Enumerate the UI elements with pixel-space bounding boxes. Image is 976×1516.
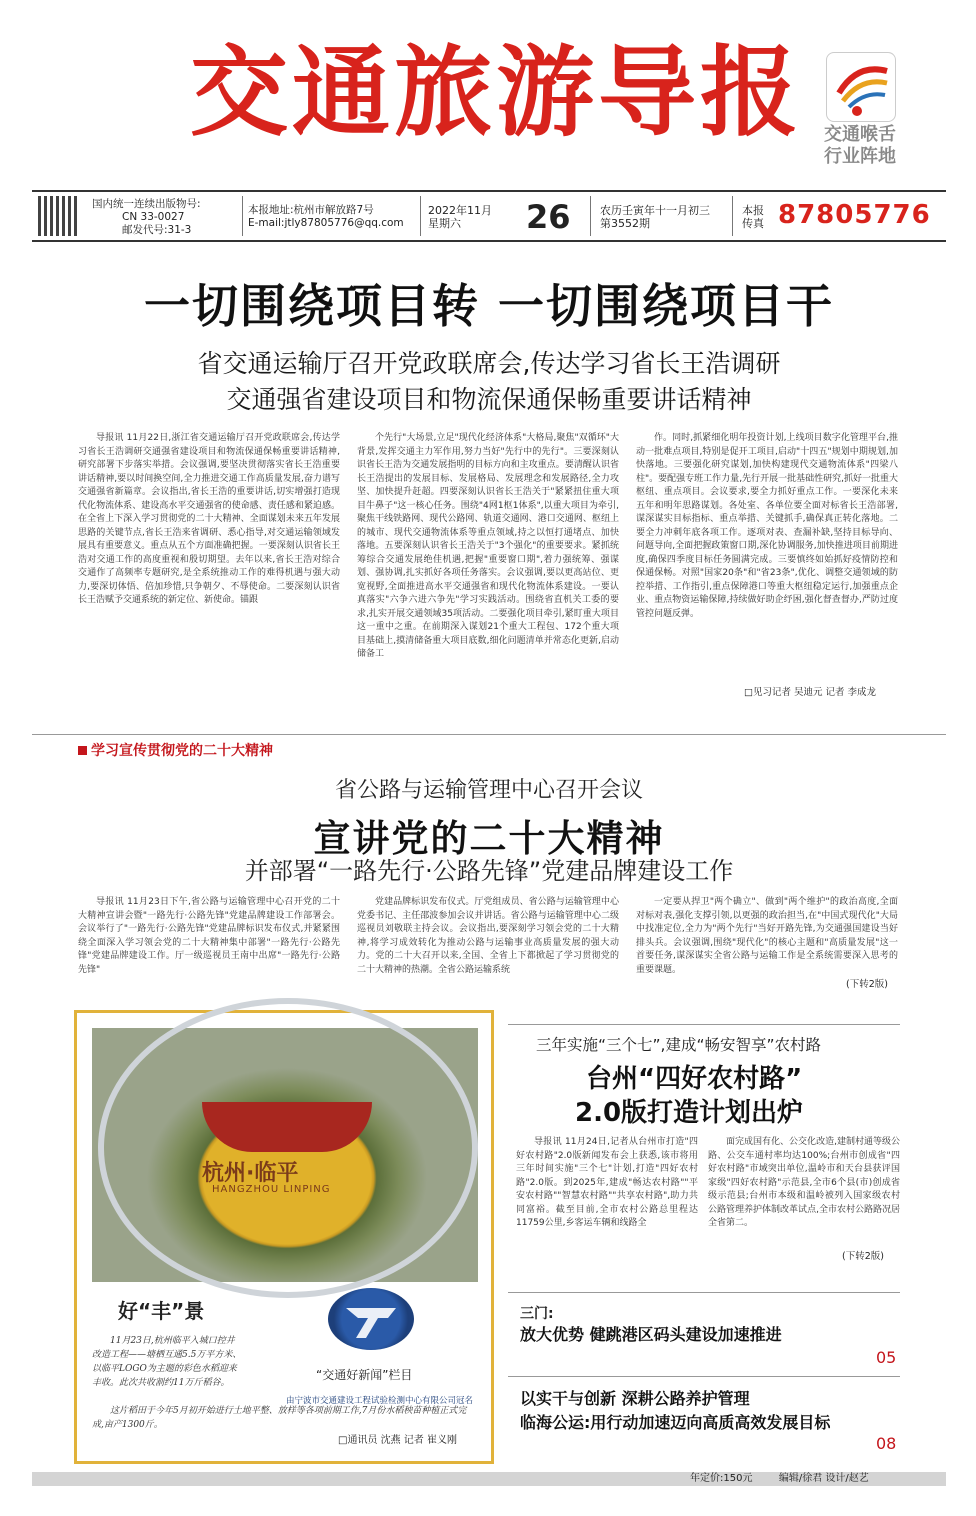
- teaser-2-headline-1[interactable]: 以实干与创新 深耕公路养护管理: [520, 1389, 750, 1408]
- cn-line-3: 邮发代号:31-3: [122, 224, 192, 236]
- column-name: “交通好新闻”栏目: [316, 1368, 413, 1382]
- photo-byline: □通讯员 沈燕 记者 崔义刚: [338, 1435, 457, 1446]
- section-subhead: 并部署“一路先行·公路先锋”党建品牌建设工作: [244, 857, 734, 885]
- photo-title: 好“丰”景: [118, 1299, 205, 1323]
- fax-number: 87805776: [778, 200, 931, 230]
- teaser-divider: [508, 1376, 900, 1377]
- photo-caption-2: 这片稻田于今年5月初开始进行土地平整、放样等各项前期工作,7月份水稻秧苗种植正式完成,亩产1300斤。: [92, 1406, 467, 1430]
- section-text-3: 一定要从捍卫"两个确立"、做到"两个维护"的政治高度,全面对标对表,强化支撑引领,以更强的政治担当,在"中国式现代化"大局中找准定位,全力为"两个先行"当好开路先锋,为交通强国建设当好排头兵。会议强调,围绕"现代化"的核心主题和"高质量发展"这一首要任务,谋深谋实全省公路与运输工作是全系统需要深入思考的重要课题。: [636, 897, 898, 975]
- cn-line-2: CN 33-0027: [122, 211, 185, 223]
- masthead-slogan: [800, 124, 920, 168]
- section-kicker: 省公路与运输管理中心召开会议: [334, 778, 643, 803]
- rice-field-logo: [202, 1102, 372, 1152]
- emblem-logo-icon: [328, 1288, 414, 1350]
- annual-price: 年定价:150元: [690, 1473, 753, 1484]
- slogan-line-1: 交通喉舌: [824, 124, 896, 145]
- lunar-date: 农历壬寅年十一月初三: [600, 204, 710, 217]
- address: 本报地址:杭州市解放路7号: [248, 204, 374, 216]
- weekday: 星期六: [428, 217, 461, 230]
- newspaper-logo-icon: [826, 52, 896, 122]
- column-sponsor: 由宁波市交通建设工程试验检测中心有限公司冠名: [286, 1396, 474, 1406]
- lead-byline: □见习记者 吴迪元 记者 李成龙: [744, 687, 877, 698]
- right-text-1: 导报讯 11月24日,记者从台州市打造"四好农村路"2.0版新闻发布会上获悉,该市将用三年时间实施"三个七"计划,打造"四好农村路"2.0版。到2025年,建成"畅达农村路""平安农村路""智慧农村路""共享农村路",助力共同富裕。截至目前,全市农村公路总里程达11759公里,乡客运车辆和线路全: [516, 1137, 698, 1228]
- editors: 编辑/徐君 设计/赵艺: [778, 1473, 869, 1484]
- lead-subhead-2: 交通强省建设项目和物流保通保畅重要讲话精神: [226, 385, 752, 414]
- right-headline-2: 2.0版打造计划出炉: [575, 1098, 804, 1128]
- lead-column-2: [357, 432, 619, 712]
- lead-column-3: [636, 432, 898, 682]
- cn-line-1: 国内统一连续出版物号:: [92, 198, 201, 210]
- teaser-2-page: 08: [876, 1434, 897, 1453]
- email: E-mail:jtly87805776@qq.com: [248, 217, 404, 229]
- lead-text-1: 导报讯 11月22日,浙江省交通运输厅召开党政联席会,传达学习省长王浩调研交通强省建设项目和物流保通保畅重要讲话精神,研究部署下步落实举措。会议强调,要坚决贯彻落实省长王浩重要讲话精神,要以时间换空间,全力推进交通工作高质量发展,奋力谱写交通强省新篇章。会议指出,省长王浩的重要讲话,切实增强打造现代化物流体系、建设高水平交通强省的使命感、责任感和紧迫感。在全省上下深入学习贯彻党的二十大精神、全面谋划未来五年发展思路的关键节点,省长王浩来省调研、悉心指导,对交通运输领域发展具有重要意义。重点从五个方面准确把握。一要深刻认识省长王浩对交通工作的高度重视和殷切期望。去年以来,省长王浩对综合交通作了高频率专题研究,是全系统推动工作的难得机遇与强大动力,要深切体悟、倍加珍惜,只争朝夕、不辱使命。二要深刻认识省长王浩赋予交通系统的新定位、新使命。锚跟: [78, 433, 340, 605]
- right-jump: (下转2版): [842, 1251, 884, 1262]
- lead-text-2: 个先行"大场景,立足"现代化经济体系"大格局,聚焦"双循环"大背景,发挥交通主力军作用,努力当好"先行中的先行"。三要深刻认识省长王浩为交通发展指明的目标方向和主攻重点。要清醒认识省长王浩提出的发展目标、发展格局、发展理念和发展路径,全力攻坚、加快提升赶超。四要深刻认识省长王浩关于"紧紧扭住重大项目牛鼻子"这一核心任务。围绕"4网1枢1体系",以重大项目为牵引,聚焦干线铁路网、现代公路网、轨道交通网、港口交通网、枢纽上的城市、现代交通物流体系等重点领域,持之以恒打通堵点、加快落地。五要深刻认识省长王浩关于"3个强化"的重要要求。紧抓统筹综合交通发展绝佳机遇,把握"重要窗口期",着力强统筹、强谋划、强协调,扎实抓好各项任务落实。会议强调,要以更高站位、更宽视野,全面推进高水平交通强省和现代化物流体系建设。一要认真落实"六争六进六争先"学习实践活动。围绕省直机关工委的要求,扎实开展交通领域35项活动。二要强化项目牵引,紧盯重大项目这一重中之重。在前期深入谋划21个重大工程包、172个重大项目基础上,摸清储备重大项目底数,细化问题清单并常态化更新,启动储备工: [357, 433, 619, 659]
- footer-info: [690, 1472, 869, 1486]
- issue-number: 第3552期: [600, 217, 650, 230]
- right-text-2: 面完成国有化、公交化改造,建制村通等级公路、公交车通村率均达100%;台州市创成省"四好农村路"市域突出单位,温岭市和天台县获评国家级"四好农村路"示范县,全市6个县(市)创成省级示范县;台州市本级和温岭被列入国家级农村公路管理养护体制改革试点,全市农村公路路况居全省第二。: [708, 1137, 900, 1228]
- section-label-text: 学习宣传贯彻党的二十大精神: [91, 743, 273, 759]
- lead-text-3: 作。同时,抓紧细化明年投资计划,上线项目数字化管理平台,推动一批难点项目,特别是促开工项目,启动"十四五"规划中期规划,加快落地。三要强化研究谋划,加快构建现代交通物流体系"四梁八柱"。要配强专班工作力量,先行开展一批基础性研究,抓好一批重大枢纽、重点项目。会议要求,要全力抓好重点工作。一要深化未来五年和明年思路谋划。各处室、各单位要全面对标省长王浩部署,谋深谋实目标指标、重点举措、关键抓手,确保真正转化落地。二要全力冲刺年底各项工作。逐项对表、查漏补缺,坚持目标导向、问题导向,全面把握政策窗口期,深化协调服务,加快推进项目前期进度,确保四季度目标任务圆满完成。三要慎终如始抓好疫情防控和保通保畅。对照"国家20条"和"省23条",优化、调整交通领域的防控举措、工作指引,重点保障港口等重大枢纽稳定运行,加强重点企业、重点物资运输保障,持续做好助企纾困,强化督查督办,严防过度管控问题反弹。: [636, 433, 898, 619]
- publication-number: [92, 198, 201, 237]
- right-divider: [508, 1024, 900, 1025]
- right-headline-1: 台州“四好农村路”: [586, 1064, 803, 1094]
- field-pinyin: HANGZHOU LINPING: [212, 1184, 331, 1195]
- qr-code-icon: [38, 196, 78, 236]
- lead-subhead-1: 省交通运输厅召开党政联席会,传达学习省长王浩调研: [197, 349, 781, 378]
- date-month: 2022年11月: [428, 204, 492, 217]
- fax-label-1: 本报: [742, 204, 764, 217]
- lunar-block: [600, 204, 710, 230]
- section-marker-icon: [78, 746, 87, 755]
- right-column-2: [708, 1136, 900, 1258]
- lead-headline: 一切围绕项目转 一切围绕项目干: [143, 279, 834, 333]
- section-column-1: [78, 896, 340, 992]
- date-block: [428, 204, 492, 230]
- aerial-photo: [92, 1028, 478, 1282]
- photo-caption-1: 11月23日,杭州临平入城口控井改造工程——塘栖互通5.5万平方米、以临平LOGO为主题的彩色水稻迎来丰收。此次共收割约11万斤稻谷。: [92, 1336, 242, 1388]
- teaser-2-headline-2[interactable]: 临海公运:用行动加速迈向高质高效发展目标: [520, 1413, 831, 1432]
- teaser-divider: [508, 1292, 900, 1293]
- section-headline: 宣讲党的二十大精神: [313, 817, 665, 860]
- teaser-1-label: 三门:: [520, 1306, 554, 1322]
- info-divider: [242, 196, 243, 236]
- section-column-3: [636, 896, 898, 980]
- section-text-1: 导报讯 11月23日下午,省公路与运输管理中心召开党的二十大精神宣讲会暨"一路先行·公路先锋"党建品牌建设工作部署会。会议举行了"一路先行·公路先锋"党建品牌标识发布仪式,并紧紧围绕全面深入学习领会党的二十大精神集中部署"一路先行·公路先锋"党建品牌建设工作。厅一级巡视员王南中出席"一路先行·公路先锋": [78, 897, 340, 975]
- field-text: 杭州·临平: [202, 1161, 299, 1186]
- address-block: [248, 204, 404, 230]
- lead-column-1: [78, 432, 340, 712]
- fax-label-2: 传真: [742, 217, 764, 230]
- date-day: 26: [526, 198, 571, 236]
- newspaper-masthead-title: 交通旅游导报: [190, 36, 803, 150]
- section-jump: (下转2版): [846, 979, 888, 990]
- slogan-line-2: 行业阵地: [824, 146, 896, 167]
- teaser-1-headline[interactable]: 放大优势 健跳港区码头建设加速推进: [520, 1325, 782, 1344]
- info-divider: [732, 196, 733, 236]
- section-column-2: [357, 896, 619, 992]
- section-label: [78, 740, 273, 760]
- fax-label: [742, 204, 764, 230]
- section-divider: [32, 734, 946, 735]
- section-text-2: 党建品牌标识发布仪式。厅党组成员、省公路与运输管理中心党委书记、主任邵波参加会议并讲话。省公路与运输管理中心二级巡视员刘敬联主持会议。会议指出,要深刻学习领会党的二十大精神,将学习成效转化为推动公路与运输事业高质量发展的强大动力。党的二十大召开以来,全国、全省上下都掀起了学习贯彻党的二十大精神的热潮。全省公路运输系统: [357, 897, 619, 975]
- teaser-1-page: 05: [876, 1348, 897, 1367]
- info-divider: [590, 196, 591, 236]
- right-kicker: 三年实施“三个七”,建成“畅安智享”农村路: [536, 1036, 822, 1054]
- info-divider: [420, 196, 421, 236]
- right-column-1: [516, 1136, 698, 1284]
